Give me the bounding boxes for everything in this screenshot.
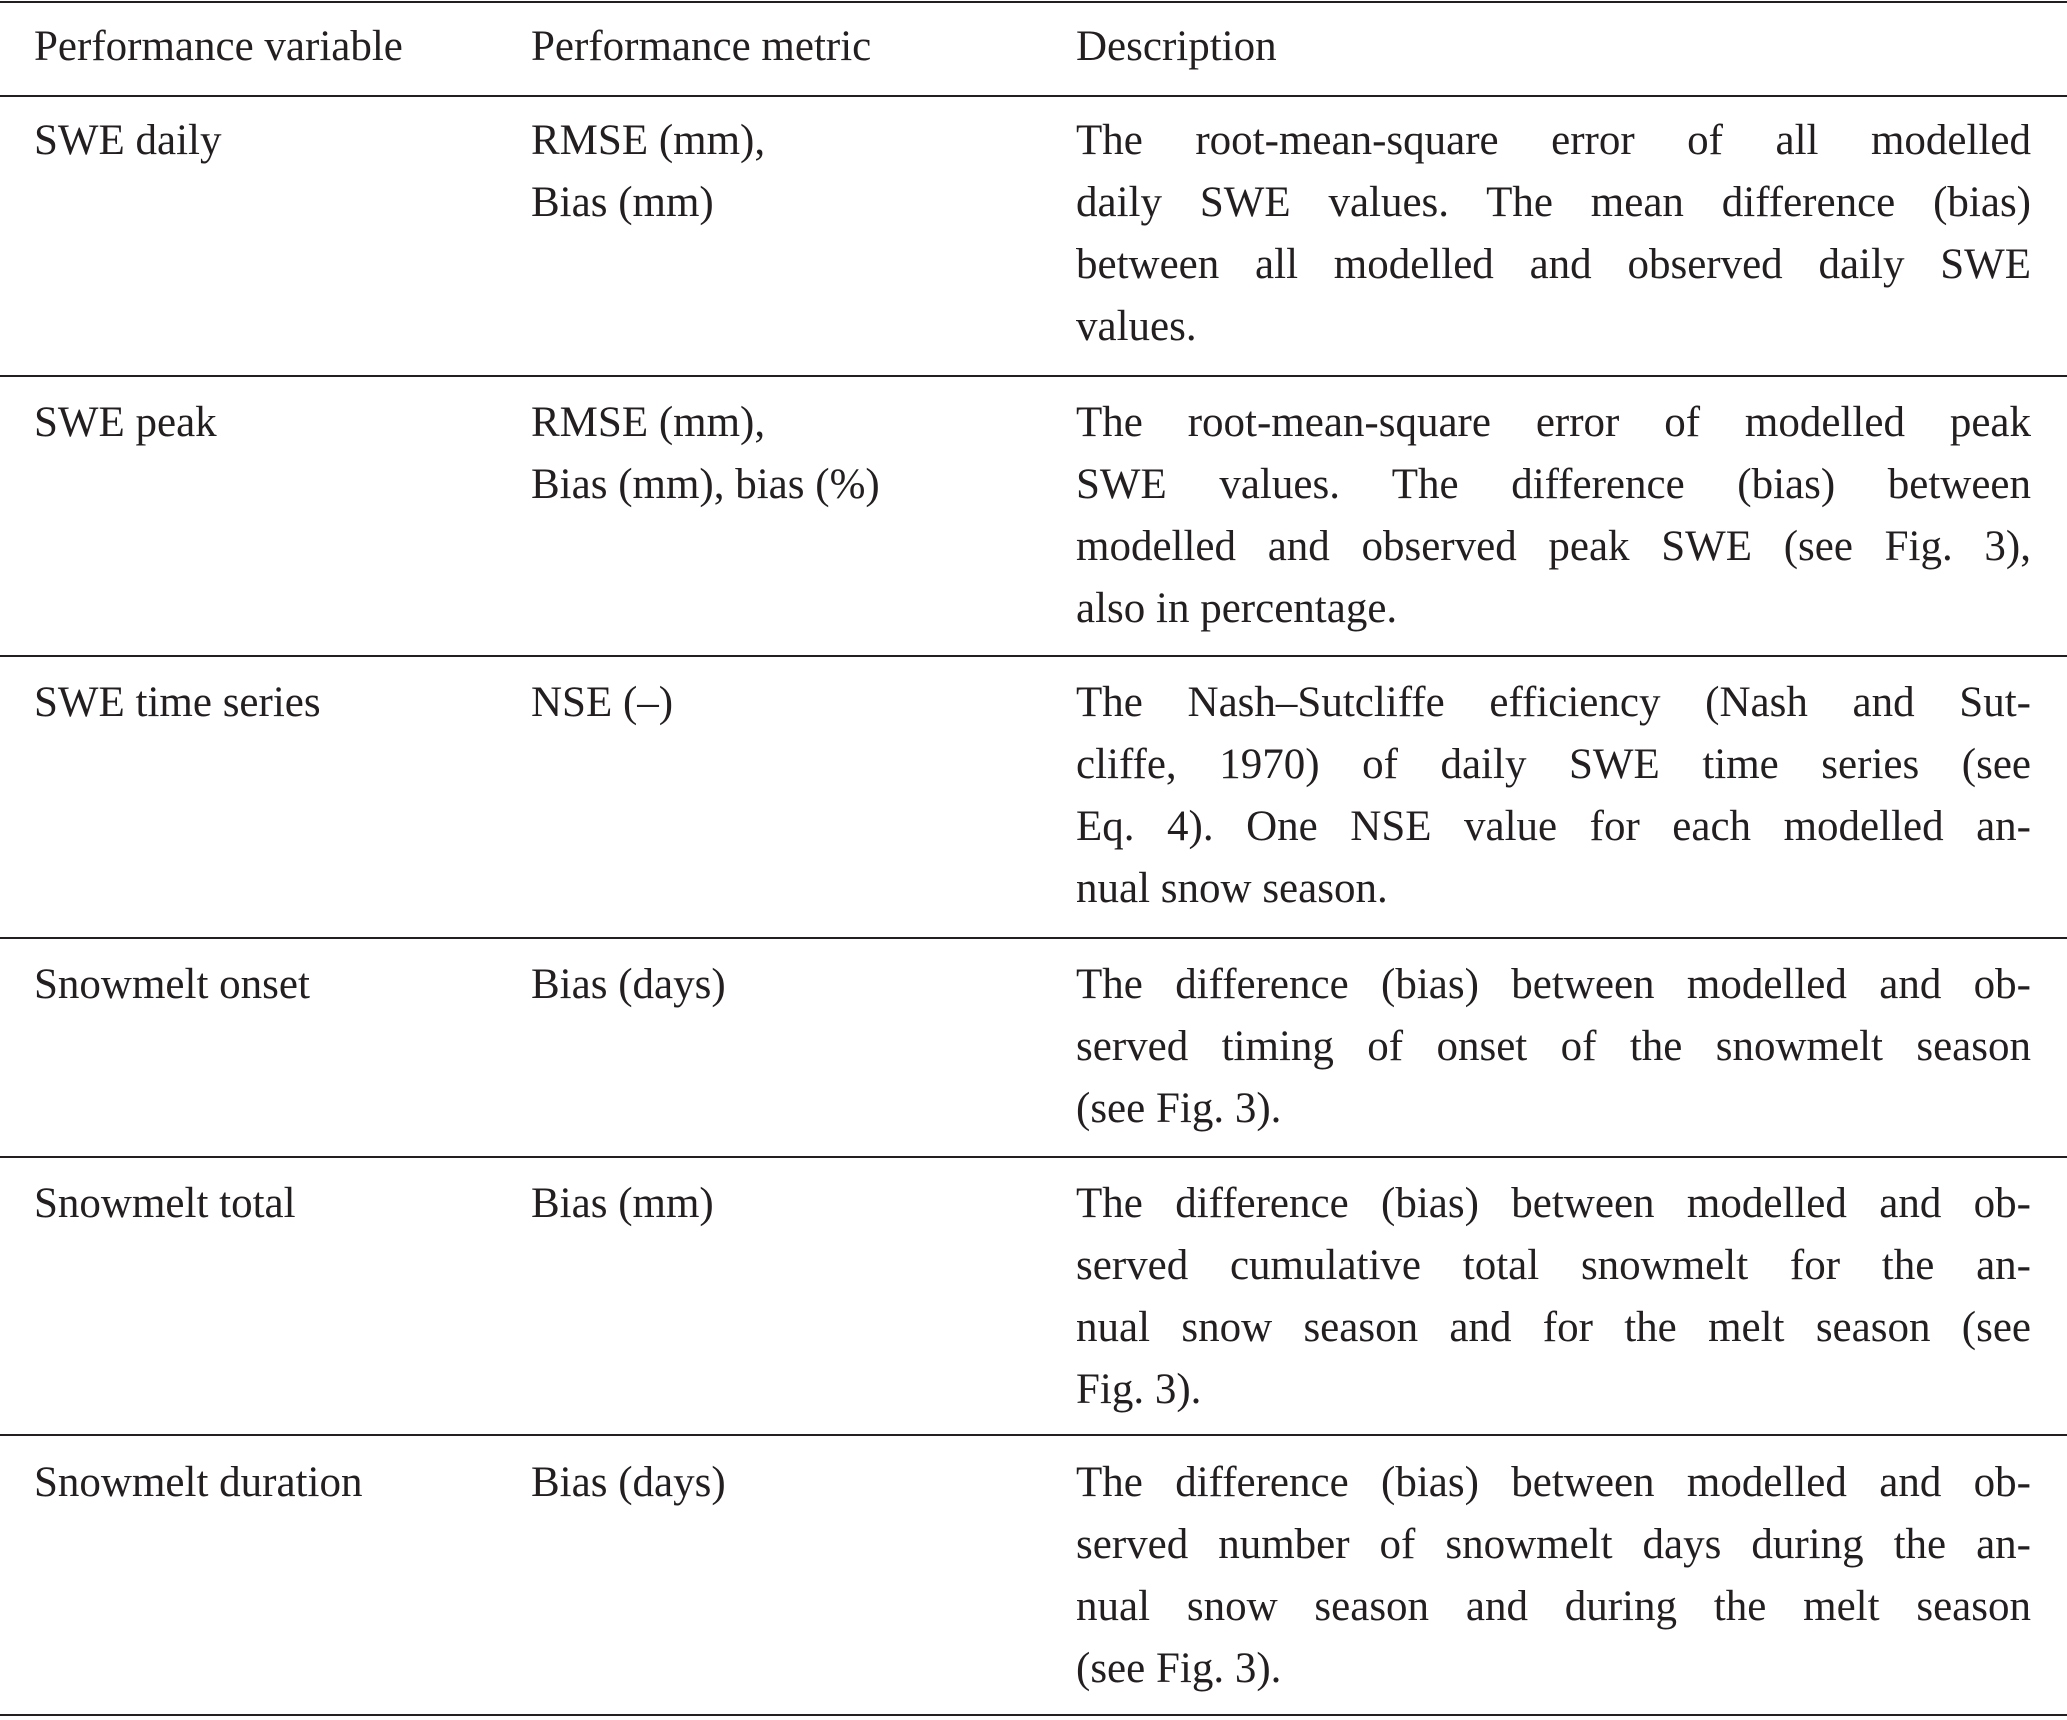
row-3-variable: SWE time series (34, 679, 321, 726)
description-line: The root-mean-square error of all modelled (1076, 117, 2031, 164)
description-line: modelled and observed peak SWE (see Fig. 3), (1076, 523, 2031, 570)
description-line: values. (1076, 303, 1197, 350)
table-header-rule (0, 95, 2067, 97)
row-1-description (1076, 110, 2031, 358)
row-2-variable: SWE peak (34, 399, 217, 446)
description-line: served timing of onset of the snowmelt season (1076, 1023, 2031, 1070)
metric-line: RMSE (mm), (531, 117, 766, 164)
description-line: served cumulative total snowmelt for the an- (1076, 1242, 2031, 1289)
metric-line: Bias (mm), bias (%) (531, 461, 880, 508)
row-divider (0, 1156, 2067, 1158)
row-divider (0, 1434, 2067, 1436)
metric-line: RMSE (mm), (531, 399, 766, 446)
description-line: nual snow season and for the melt season (see (1076, 1304, 2031, 1351)
row-5-description (1076, 1173, 2031, 1421)
row-4-description (1076, 954, 2031, 1140)
row-6-description (1076, 1452, 2031, 1700)
row-3-metric (531, 672, 673, 734)
description-line: Fig. 3). (1076, 1366, 1202, 1413)
description-line: SWE values. The difference (bias) between (1076, 461, 2031, 508)
description-line: The Nash–Sutcliffe efficiency (Nash and Sut- (1076, 679, 2031, 726)
header-performance-variable: Performance variable (34, 23, 403, 70)
description-line: (see Fig. 3). (1076, 1645, 1282, 1692)
row-4-variable: Snowmelt onset (34, 961, 310, 1008)
metric-line: Bias (days) (531, 1459, 726, 1506)
description-line: (see Fig. 3). (1076, 1085, 1282, 1132)
row-2-metric (531, 392, 880, 516)
row-5-metric (531, 1173, 714, 1235)
header-description: Description (1076, 23, 1277, 70)
table-top-rule (0, 1, 2067, 3)
row-4-metric (531, 954, 726, 1016)
row-6-variable: Snowmelt duration (34, 1459, 363, 1506)
row-divider (0, 375, 2067, 377)
row-3-description (1076, 672, 2031, 920)
description-line: also in percentage. (1076, 585, 1398, 632)
metric-line: NSE (–) (531, 679, 674, 726)
table-bottom-rule (0, 1714, 2067, 1716)
metric-line: Bias (days) (531, 961, 726, 1008)
row-1-variable: SWE daily (34, 117, 222, 164)
metric-line: Bias (mm) (531, 1180, 714, 1227)
row-5-variable: Snowmelt total (34, 1180, 296, 1227)
description-line: served number of snowmelt days during the an- (1076, 1521, 2031, 1568)
description-line: The root-mean-square error of modelled peak (1076, 399, 2031, 446)
description-line: nual snow season. (1076, 865, 1388, 912)
row-divider (0, 655, 2067, 657)
description-line: cliffe, 1970) of daily SWE time series (see (1076, 741, 2031, 788)
metric-line: Bias (mm) (531, 179, 714, 226)
row-6-metric (531, 1452, 726, 1514)
header-performance-metric: Performance metric (531, 23, 872, 70)
row-divider (0, 937, 2067, 939)
row-1-metric (531, 110, 765, 234)
description-line: Eq. 4). One NSE value for each modelled an- (1076, 803, 2031, 850)
row-2-description (1076, 392, 2031, 640)
description-line: daily SWE values. The mean difference (bias) (1076, 179, 2031, 226)
description-line: The difference (bias) between modelled and ob- (1076, 961, 2031, 1008)
description-line: nual snow season and during the melt season (1076, 1583, 2031, 1630)
description-line: The difference (bias) between modelled and ob- (1076, 1459, 2031, 1506)
description-line: The difference (bias) between modelled and ob- (1076, 1180, 2031, 1227)
description-line: between all modelled and observed daily SWE (1076, 241, 2031, 288)
